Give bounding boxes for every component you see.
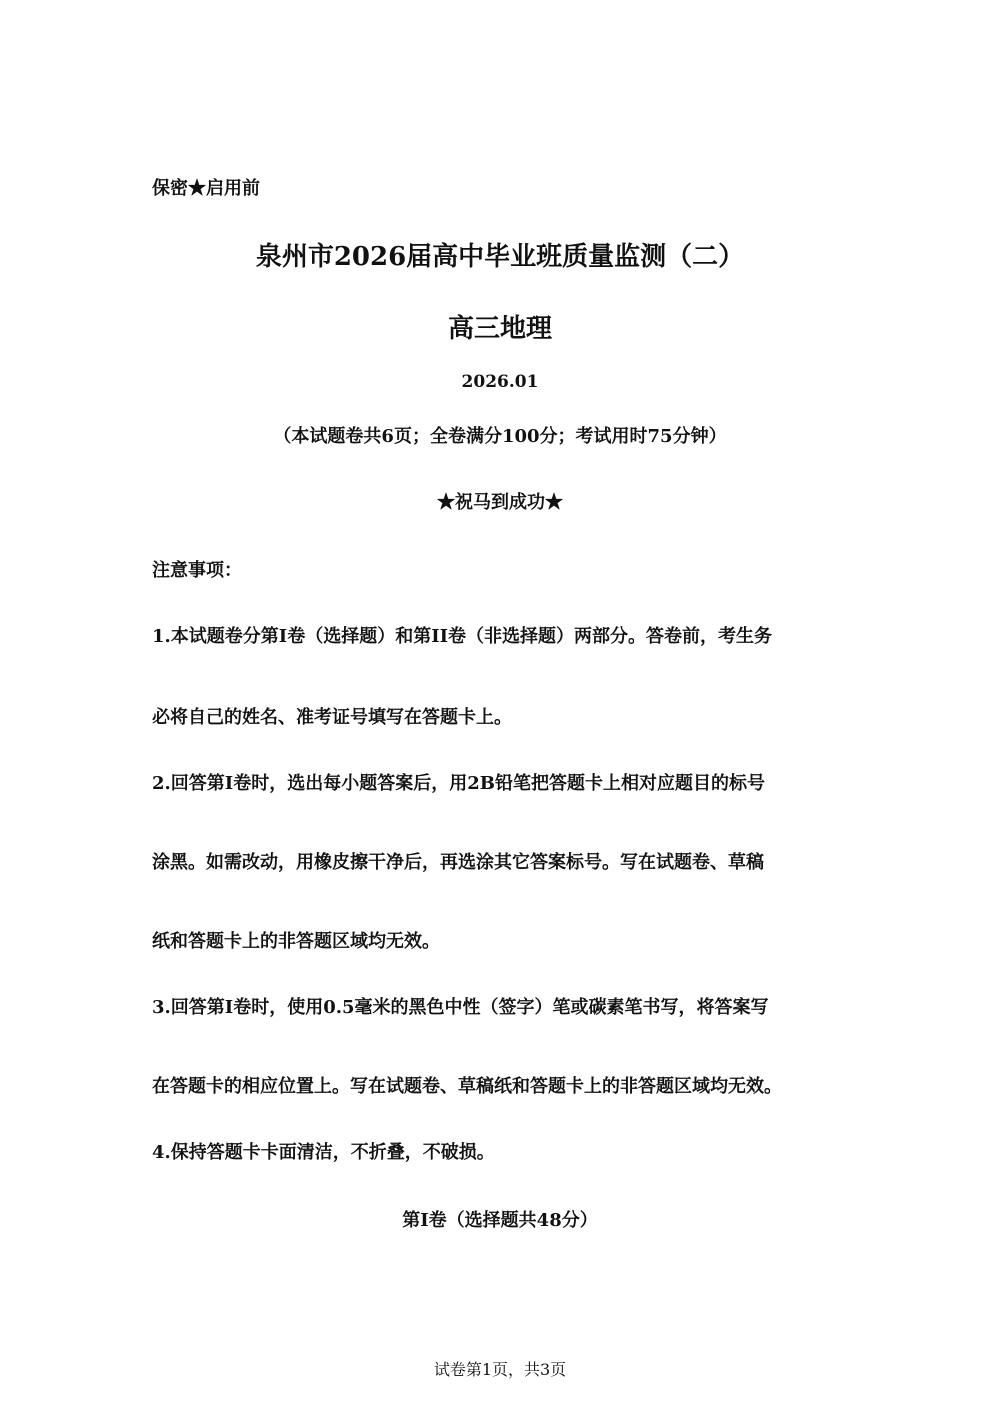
exam-title: 泉州市2026届高中毕业班质量监测（二）: [255, 242, 745, 272]
notice-line: 涂黑。如需改动，用橡皮擦干净后，再选涂其它答案标号。写在试题卷、草稿: [152, 852, 764, 873]
blessing-text: ★祝马到成功★: [437, 492, 563, 513]
notice-line: 纸和答题卡上的非答题区域均无效。: [152, 931, 440, 952]
notice-line: 在答题卡的相应位置上。写在试题卷、草稿纸和答题卡上的非答题区域均无效。: [152, 1076, 782, 1097]
notice-heading: 注意事项：: [152, 560, 242, 581]
section-title: 第I卷（选择题共48分）: [402, 1210, 598, 1231]
notice-line: 3.回答第I卷时，使用0.5毫米的黑色中性（签字）笔或碳素笔书写，将答案写: [152, 997, 769, 1018]
exam-date: 2026.01: [461, 372, 539, 392]
confidential-label: 保密★启用前: [152, 178, 260, 199]
page-footer: 试卷第1页，共3页: [433, 1360, 567, 1379]
paper-info: （本试题卷共6页；全卷满分100分；考试用时75分钟）: [273, 426, 727, 447]
notice-line: 2.回答第I卷时，选出每小题答案后，用2B铅笔把答题卡上相对应题目的标号: [152, 773, 765, 794]
notice-line: 1.本试题卷分第I卷（选择题）和第II卷（非选择题）两部分。答卷前，考生务: [152, 626, 773, 647]
subject-title: 高三地理: [447, 314, 552, 344]
notice-line: 必将自己的姓名、准考证号填写在答题卡上。: [152, 707, 512, 728]
notice-line: 4.保持答题卡卡面清洁，不折叠，不破损。: [152, 1142, 495, 1163]
